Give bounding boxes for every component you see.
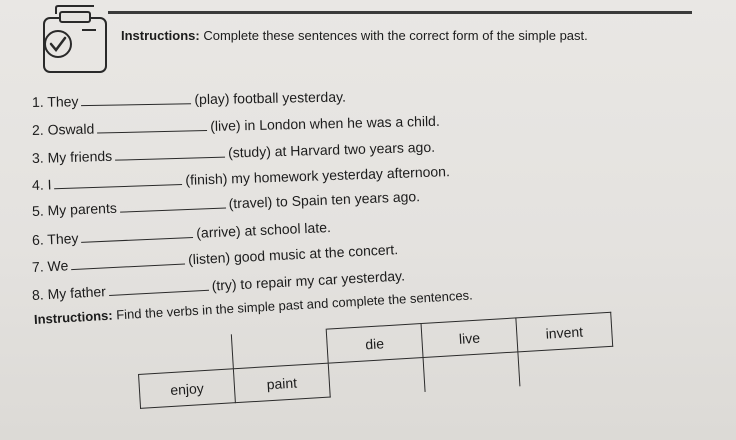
table-cell — [518, 346, 615, 386]
answer-blank[interactable] — [82, 236, 194, 243]
answer-blank[interactable] — [120, 207, 226, 213]
table-cell: enjoy — [139, 369, 236, 409]
table-cell: die — [326, 324, 423, 364]
table-cell — [328, 358, 425, 398]
table-cell — [137, 335, 234, 375]
answer-blank[interactable] — [55, 183, 183, 189]
table-cell: paint — [233, 363, 330, 403]
verb-word-table — [136, 312, 615, 409]
exercise-row: 1. They (play) football yesterday. — [31, 88, 347, 110]
exercise-row: 6. They (arrive) at school late. — [31, 218, 332, 248]
table-cell — [423, 352, 520, 392]
table-cell: invent — [516, 312, 613, 352]
exercise-row: 2. Oswald (live) in London when he was a child. — [31, 112, 440, 138]
answer-blank[interactable] — [115, 156, 225, 161]
answer-blank[interactable] — [71, 263, 185, 271]
exercise-row: 5. My parents (travel) to Spain ten years ago. — [31, 188, 421, 219]
answer-blank[interactable] — [109, 289, 209, 296]
exercise-row: 4. I (finish) my homework yesterday afternoon. — [31, 163, 451, 193]
exercise-row: 8. My father (try) to repair my car yesterday. — [31, 267, 406, 303]
instructions-text: Complete these sentences with the correct form of the simple past. — [199, 28, 588, 43]
section2-label: Instructions: — [33, 307, 114, 327]
answer-blank[interactable] — [81, 102, 191, 106]
table-cell: live — [421, 318, 518, 358]
exercise-row: 7. We (listen) good music at the concert. — [31, 241, 399, 275]
answer-blank[interactable] — [97, 129, 207, 133]
section2-text: Find the verbs in the simple past and complete the sentences. — [112, 287, 474, 323]
exercise-row: 3. My friends (study) at Harvard two years ago. — [31, 138, 436, 166]
table-cell — [231, 329, 328, 369]
instructions-label: Instructions: — [121, 28, 200, 43]
